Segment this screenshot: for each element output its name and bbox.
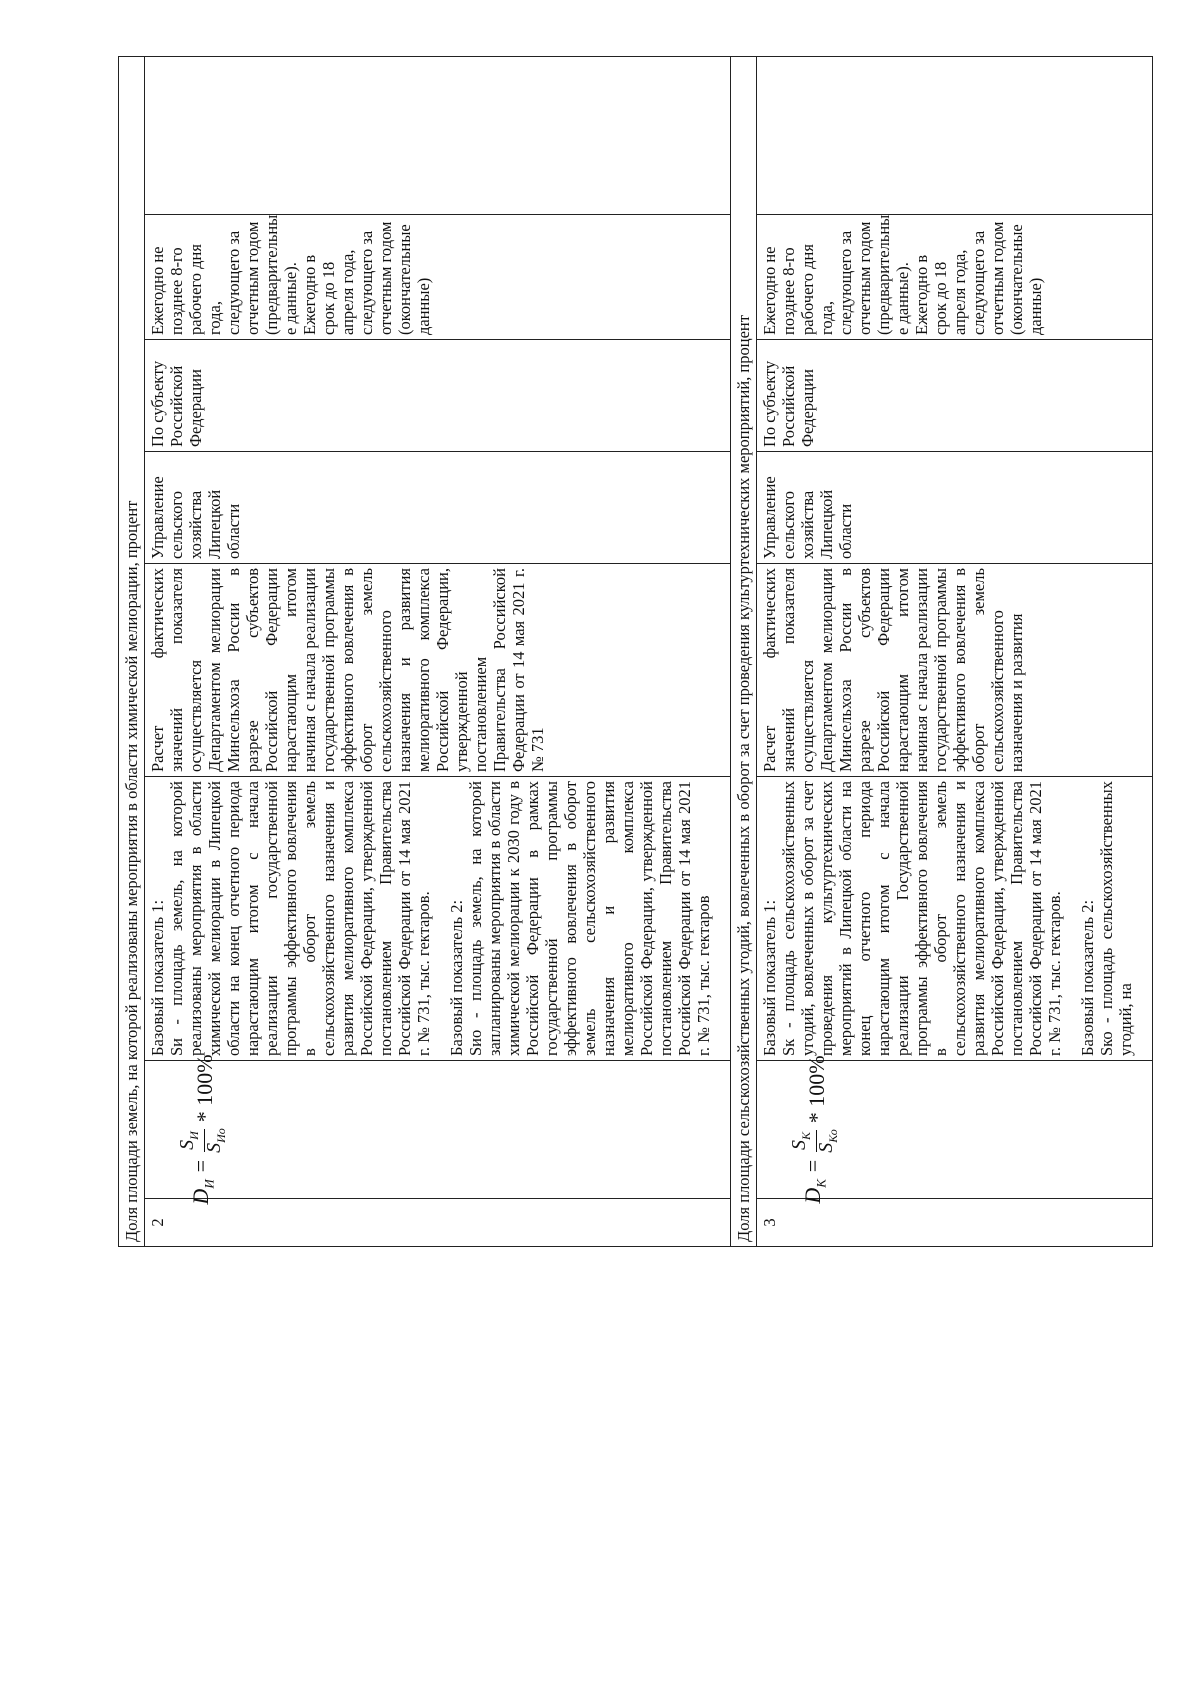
responsible-body-cell: Управление сельского хозяйства Липецкой области (757, 452, 1153, 564)
formula-lhs: $D_К$ = (799, 1158, 829, 1204)
base-1-text: Sк - площадь сельскохозяйственных угодий, вовлеченных в оборот за счет проведения культуртехнических мероприятий в Липецкой области на конец отчетного периода нарастающим итогом с начала реализации Государственной программы эффективного вовлечения в оборот земель сельскохозяйственного назначения и развития мелиоративного комплекса Российской Федерации, утвержденной постановлением Правительства Российской Федерации от 14 мая 2021 г. № 731, тыс. гектаров. (779, 781, 1064, 1056)
section-2-heading: Доля площади земель, на которой реализованы мероприятия в области химической мелиорации, процент (119, 57, 145, 1247)
section-2-heading-row (119, 57, 145, 1247)
base-2-text: Sио - площадь земель, на которой запланированы мероприятия в области химической мелиорации к 2030 году в Российской Федерации в рамках государственной программы эффективного вовлечения в оборот земель сельскохозяйственного назначения и развития мелиоративного комплекса Российской Федерации, утвержденной постановлением Правительства Российской Федерации от 14 мая 2021 г. № 731, тыс. гектаров (466, 781, 713, 1056)
section-3-heading: Доля площади сельскохозяйственных угодий, вовлеченных в оборот за счет проведения культуртехнических мероприятий, процент (731, 57, 757, 1247)
section-3-heading-row (731, 57, 757, 1247)
responsible-body-cell: Управление сельского хозяйства Липецкой области (145, 452, 731, 564)
indicators-table (118, 56, 1153, 1247)
formula-fraction: $S_И$ $S_{Ио}$ (176, 1128, 228, 1153)
section-3-row (757, 57, 1153, 1247)
base-2-title: Базовый показатель 2: (1078, 899, 1097, 1056)
base-2-title: Базовый показатель 2: (447, 899, 466, 1056)
base-indicators-cell (145, 777, 731, 1061)
section-2-row (145, 57, 731, 1247)
aggregation-level-cell: По субъекту Российской Федерации (145, 340, 731, 452)
extra-cell (145, 57, 731, 215)
formula-lhs: $D_И$ = (187, 1158, 217, 1205)
formula-cell (145, 1054, 731, 1205)
formula-rhs: * 100% (192, 1054, 217, 1123)
reporting-terms-cell: Ежегодно не позднее 8-го рабочего дня года, следующего за отчетным годом (предварительны е данные). Ежегодно в срок до 18 апреля года, следующего за отчетным годом (окончательные данные) (145, 215, 731, 340)
reporting-terms-cell: Ежегодно не позднее 8-го рабочего дня года, следующего за отчетным годом (предварительны е данные). Ежегодно в срок до 18 апреля года, следующего за отчетным годом (окончательные данные) (757, 215, 1153, 340)
base-1-title: Базовый показатель 1: (760, 899, 779, 1056)
aggregation-level-cell: По субъекту Российской Федерации (757, 340, 1153, 452)
calculation-method-cell: Расчет фактических значений показателя осуществляется Департаментом мелиорации Минсельхоза России в разрезе субъектов Российской Федерации нарастающим итогом начиная с начала реализации государственной программы эффективного вовлечения в оборот земель сельскохозяйственного назначения и развития мелиоративного комплекса Российской Федерации, утвержденной постановлением Правительства Российской Федерации от 14 мая 2021 г. № 731 (145, 564, 731, 777)
formula-cell (757, 1055, 1153, 1204)
base-2-text: Sко - площадь сельскохозяйственных угодий, на (1097, 781, 1135, 1056)
calculation-method-cell: Расчет фактических значений показателя осуществляется Департаментом мелиорации Минсельхоза России в разрезе субъектов Российской Федерации нарастающим итогом начиная с начала реализации государственной программы эффективного вовлечения в оборот земель сельскохозяйственного назначения и развития (757, 564, 1153, 777)
row-number: 3 (757, 1199, 1153, 1247)
base-indicators-cell (757, 777, 1153, 1061)
rotated-document-sheet (118, 57, 1135, 1247)
formula-rhs: * 100% (804, 1055, 829, 1124)
extra-cell (757, 57, 1153, 215)
base-1-title: Базовый показатель 1: (148, 899, 167, 1056)
base-1-text: Sи - площадь земель, на которой реализованы мероприятия в области химической мелиорации в Липецкой области на конец отчетного периода нарастающим итогом с начала реализации государственной программы эффективного вовлечения в оборот земель сельскохозяйственного назначения и развития мелиоративного комплекса Российской Федерации, утвержденной постановлением Правительства Российской Федерации от 14 мая 2021 г. № 731, тыс. гектаров. (167, 781, 433, 1056)
formula-di (148, 1054, 231, 1205)
formula-fraction: $S_К$ $S_{Ко}$ (788, 1129, 840, 1153)
row-number: 2 (145, 1199, 731, 1247)
formula-dk (760, 1055, 843, 1204)
